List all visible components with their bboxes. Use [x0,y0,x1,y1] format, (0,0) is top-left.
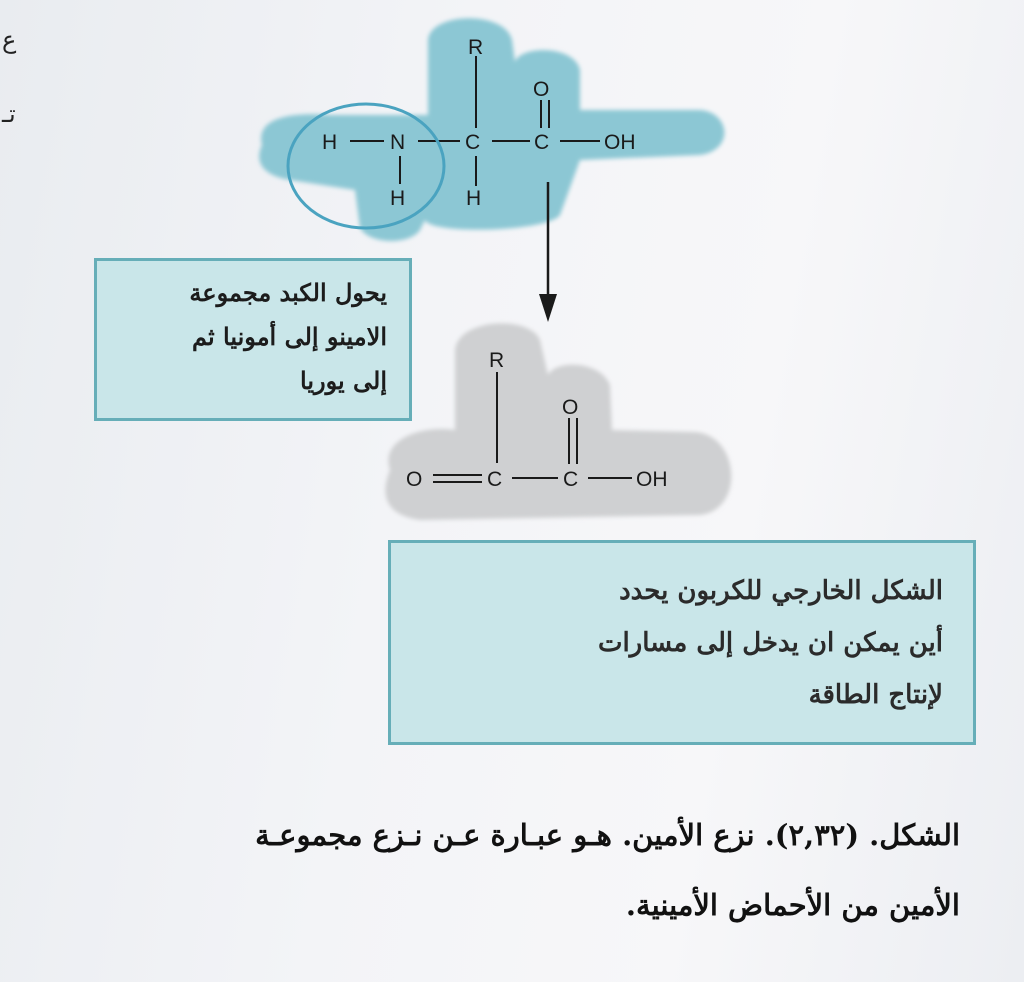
atom-r-amino: R [468,36,484,59]
liver-note-line-3: إلى يوريا [300,366,387,395]
reaction-arrowhead [539,294,557,322]
atom-h-under-n: H [390,187,406,210]
atom-oh-keto: OH [636,468,668,491]
liver-note-line-2: الامينو إلى أمونيا ثم [192,322,387,351]
atom-o-top-amino: O [533,78,550,101]
atom-o-top-keto: O [562,396,579,419]
carbon-note-line-1: الشكل الخارجي للكربون يحدد [619,576,943,606]
figure-caption [40,800,960,940]
caption-line-2: الأمين من الأحماض الأمينية. [625,888,960,922]
carbon-note-line-2: أين يمكن ان يدخل إلى مسارات [597,628,943,658]
atom-c-carboxyl-keto: C [563,468,579,491]
liver-note-box [94,258,412,421]
atom-h-under-c: H [466,187,482,210]
atom-h-left: H [322,131,338,154]
atom-oh-amino: OH [604,131,636,154]
atom-c-carboxyl-amino: C [534,131,550,154]
edge-text-1: ع [2,26,17,54]
atom-c-alpha-keto: C [487,468,503,491]
carbon-note-box [388,540,976,745]
atom-r-keto: R [489,349,505,372]
atom-o-left-keto: O [406,468,423,491]
liver-note-line-1: يحول الكبد مجموعة [189,278,387,307]
edge-text-2: تـ [2,100,16,128]
atom-n: N [390,131,406,154]
keto-acid-highlight [385,323,731,520]
amino-acid-highlight [259,18,724,241]
caption-line-1: الشكل. (٢,٣٢). نزع الأمين. هـو عبـارة عـن نـزع مجموعـة [255,818,960,852]
atom-c-alpha-amino: C [465,131,481,154]
carbon-note-line-3: لإنتاج الطاقة [808,680,943,710]
